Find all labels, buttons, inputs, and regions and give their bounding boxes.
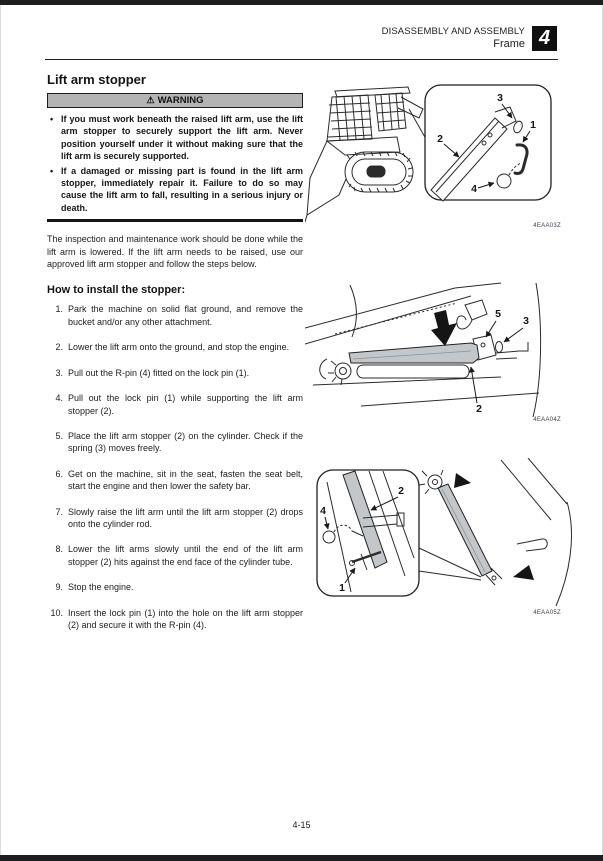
warning-bullet-list — [47, 113, 303, 214]
stopper-bar-shaded — [349, 343, 479, 363]
warning-bottom-rule — [47, 219, 303, 222]
page-header — [382, 26, 557, 52]
down-arrow-icon — [431, 310, 457, 346]
warning-bullet: • If a damaged or missing part is found in the lift arm stopper, immediately repair it. Failure to do so may cause the lift arm to fall, resulting in a serious injury or death. — [47, 165, 303, 215]
warning-header — [47, 93, 303, 108]
pointer-triangle-icon — [513, 565, 534, 580]
figure-place-stopper — [305, 281, 601, 423]
howto-heading: How to install the stopper: — [47, 284, 186, 297]
chapter-title: DISASSEMBLY AND ASSEMBLY — [381, 26, 525, 37]
track-loader-drawing — [305, 87, 426, 222]
stopper-ridge-line — [442, 489, 485, 572]
callout-label: 2 — [398, 485, 404, 497]
header-text — [382, 26, 525, 52]
step-item: Pull out the lock pin (1) while supporting the lift arm stopper (2). — [68, 393, 303, 416]
figure-code: 4EAA05Z — [533, 610, 561, 616]
page-title: Lift arm stopper — [47, 72, 146, 87]
figure-code: 4EAA04Z — [533, 417, 561, 423]
step-item: Lower the lift arm onto the ground, and stop the engine. — [68, 342, 290, 353]
warning-label: WARNING — [157, 95, 204, 106]
section-title: Frame — [493, 38, 525, 51]
callout-label: 2 — [476, 403, 482, 415]
callout-leader-lines — [471, 321, 523, 403]
step-item: Get on the machine, sit in the seat, fasten the seat belt, start the engine and then lower the safety bar. — [68, 468, 303, 492]
callout-label: 5 — [495, 308, 501, 320]
step-item: Slowly raise the lift arm until the lift arm stopper (2) drops onto the cylinder rod. — [68, 506, 303, 529]
install-steps-list — [47, 303, 303, 631]
stopper-parts-drawing — [305, 82, 601, 222]
figure-stopper-parts — [305, 82, 601, 229]
warning-bullet: • If you must work beneath the raised lift arm, use the lift arm stopper to securely support the lift arm. Never position yourself under it without making sure that the lift arm is securely supported. — [47, 113, 303, 163]
callout-label: 3 — [523, 315, 529, 327]
place-stopper-drawing — [305, 281, 601, 417]
callout-label: 1 — [339, 582, 345, 594]
callout-label: 3 — [497, 92, 503, 104]
intro-paragraph: The inspection and maintenance work should be done while the lift arm is lowered. If the lift arm needs to be raised, use our approved lift arm stopper and follow the steps below. — [47, 234, 303, 270]
chapter-number-badge: 4 — [532, 26, 557, 51]
warning-box — [47, 93, 303, 222]
figure-lock-pin-detail — [305, 458, 601, 616]
callout-label: 1 — [530, 119, 536, 131]
callout-label: 4 — [471, 183, 477, 195]
step-item: Insert the lock pin (1) into the hole on the lift arm stopper (2) and secure it with the R-pin (4). — [68, 607, 303, 630]
step-item: Park the machine on solid flat ground, and remove the bucket and/or any other attachment. — [68, 304, 303, 327]
figure-code: 4EAA03Z — [533, 223, 561, 229]
installed-stopper-drawing — [419, 458, 571, 606]
step-item: Pull out the R-pin (4) fitted on the lock pin (1). — [68, 367, 250, 378]
callout-label: 4 — [320, 505, 326, 517]
step-item: Lower the lift arms slowly until the end of the lift arm stopper (2) hits against the end face of the cylinder tube. — [68, 544, 303, 567]
step-item: Stop the engine. — [68, 582, 134, 593]
callout-label: 2 — [437, 133, 443, 145]
top-edge-bar — [0, 0, 603, 5]
lock-pin-drawing — [305, 458, 601, 608]
page-number: 4-15 — [292, 820, 311, 830]
pointer-triangle-icon — [454, 473, 471, 488]
text-column — [47, 72, 303, 644]
stopper-bar-shaded — [438, 484, 492, 576]
warning-triangle-icon: ⚠ — [146, 95, 155, 105]
header-rule — [45, 59, 558, 60]
bottom-edge-bar — [0, 855, 603, 861]
step-item: Place the lift arm stopper (2) on the cylinder. Check if the spring (3) moves freely. — [68, 430, 303, 454]
